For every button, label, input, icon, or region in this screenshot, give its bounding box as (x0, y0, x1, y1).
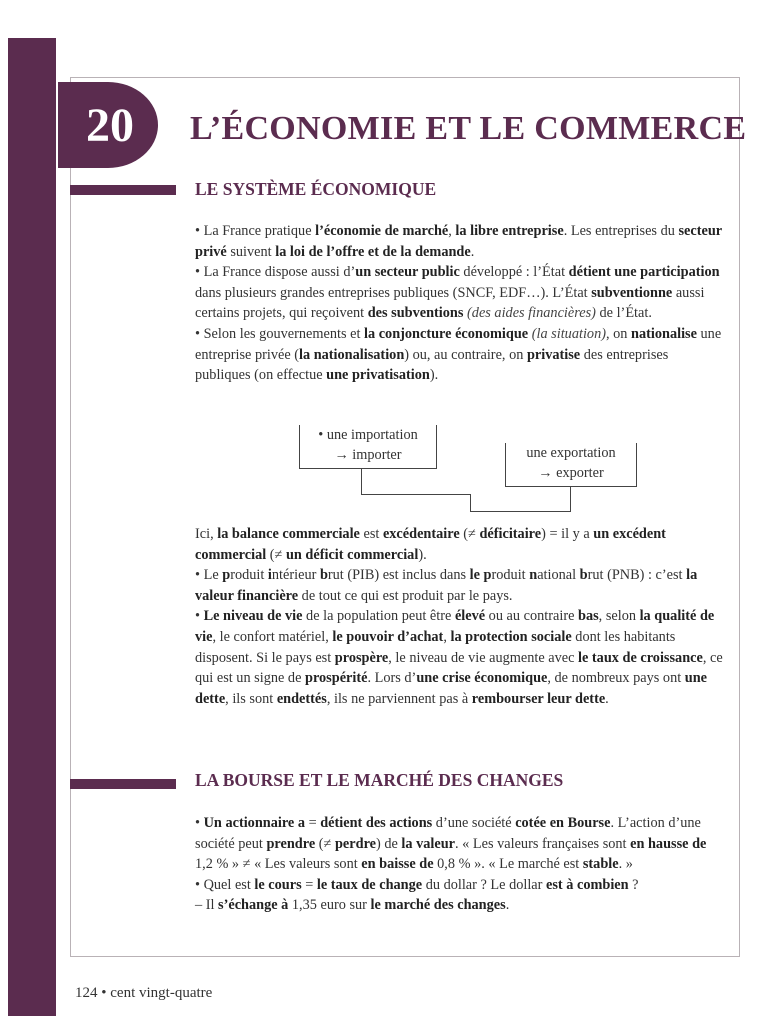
text-run: . (605, 690, 609, 707)
text-run: , de nombreux pays ont (547, 670, 685, 687)
text-run: • (195, 608, 204, 625)
bold-term: subventionne (591, 284, 673, 301)
text-run: du dollar ? Le dollar (422, 876, 546, 893)
italic-gloss: (la situation) (531, 325, 606, 342)
text-run: = (301, 876, 317, 893)
left-sidebar-band (8, 38, 56, 1016)
text-run: dans plusieurs grandes entreprises publiques (SNCF, EDF…). L’État (195, 284, 592, 301)
text-run: , ce qui est un signe de (195, 649, 723, 687)
text-run: 1,2 % » ≠ « Les valeurs sont (195, 856, 362, 873)
bold-term: la libre entreprise (455, 223, 564, 239)
bold-term: en hausse de (630, 835, 707, 852)
import-box (299, 425, 437, 469)
text-run: – Il (195, 897, 219, 914)
text-run: une entreprise privée ( (195, 325, 722, 363)
text-run: aussi certains projets, qui reçoivent (195, 284, 705, 322)
bold-term: i (267, 567, 272, 584)
bold-term: le p (469, 567, 492, 584)
bold-term: stable (582, 856, 619, 873)
text-run: ational (537, 567, 580, 584)
text-run: • La France pratique (195, 223, 316, 239)
bold-term: un secteur public (355, 264, 460, 281)
bold-term: la conjoncture économique (364, 325, 529, 342)
paragraph (195, 324, 725, 386)
paragraph (195, 875, 725, 896)
chapter-title: L’ÉCONOMIE ET LE COMMERCE (190, 110, 747, 147)
bold-term: une crise économique (416, 670, 548, 687)
paragraph (195, 221, 725, 262)
text-run: . (505, 897, 510, 914)
bold-term: nationalise (631, 325, 697, 342)
connector-line (570, 487, 571, 511)
bold-term: s’échange à (218, 897, 289, 914)
text-run: , (443, 628, 451, 645)
bold-term: la valeur financière (195, 567, 698, 604)
text-run: (≠ (315, 835, 335, 852)
text-run: de tout ce qui est produit par le pays. (298, 587, 513, 604)
import-label: • une importation (318, 427, 418, 443)
bold-term: est à combien (546, 876, 629, 893)
bold-term: b (319, 567, 328, 584)
bold-term: un excédent commercial (195, 526, 666, 563)
text-run: 1,35 euro sur (288, 897, 371, 914)
bold-term: perdre (334, 835, 376, 852)
text-run: . L’action d’une société peut (195, 815, 701, 852)
text-run: rut (PNB) : c’est (587, 567, 687, 584)
bold-term: bas (578, 608, 599, 625)
text-run: 0,8 % ». « Le marché est (433, 856, 583, 873)
connector-line (470, 494, 471, 512)
bold-term: cotée en Bourse (515, 815, 611, 831)
text-run: développé : l’État (459, 264, 569, 281)
bold-term: privatise (526, 346, 581, 363)
text-run: (≠ (459, 526, 480, 542)
text-run: , le niveau de vie augmente avec (388, 649, 579, 666)
text-run: ). (418, 546, 427, 563)
paragraph (195, 606, 725, 709)
bold-term: n (529, 567, 538, 584)
paragraph (195, 813, 725, 875)
bold-term: le cours (254, 876, 302, 893)
bold-term: élevé (454, 608, 486, 625)
bold-term: prospérité (305, 670, 368, 687)
text-run: des entreprises publiques (on effectue (195, 346, 669, 384)
bold-term: le taux de change (316, 876, 423, 893)
bold-term: prendre (266, 835, 316, 852)
bold-term: prospère (334, 649, 389, 666)
text-run: rut (PIB) est inclus dans (327, 567, 470, 584)
text-run: , selon (598, 608, 640, 625)
text-run: • Selon les gouvernements et (195, 325, 364, 342)
bold-term: le taux de croissance (578, 649, 703, 666)
bold-term: une dette (195, 670, 708, 707)
bold-term: rembourser leur dette (471, 690, 606, 707)
section1-text-top (195, 221, 725, 386)
text-run: est (359, 526, 383, 542)
text-run: roduit (491, 567, 530, 584)
chapter-number-badge: 20 (58, 82, 158, 168)
bold-term: un déficit commercial (285, 546, 419, 563)
text-run: ) = il y a (541, 526, 594, 542)
bold-term: la loi de l’offre et de la demande (275, 243, 471, 260)
bold-term: en baisse de (361, 856, 434, 873)
text-run: . » (618, 856, 633, 873)
text-run: , on (605, 325, 632, 342)
text-run: ? (628, 876, 639, 893)
section-title-stock-exchange: LA BOURSE ET LE MARCHÉ DES CHANGES (195, 770, 564, 790)
text-run: ). (429, 367, 439, 384)
paragraph (195, 895, 725, 916)
text-run: suivent (226, 243, 276, 260)
text-run: , (448, 223, 456, 239)
text-run: • (195, 815, 204, 831)
text-run: . Lors d’ (367, 670, 417, 687)
text-run: ntérieur (271, 567, 320, 584)
bold-term: la protection sociale (450, 628, 572, 645)
text-run: (≠ (266, 546, 286, 563)
section-title-economic-system: LE SYSTÈME ÉCONOMIQUE (195, 179, 437, 199)
export-box (505, 443, 637, 487)
text-run: de l’État. (595, 305, 652, 322)
text-run: • Le (195, 567, 223, 584)
bold-term: la balance commerciale (217, 526, 360, 542)
connector-line (361, 469, 362, 495)
connector-line (470, 511, 571, 512)
bold-term: excédentaire (382, 526, 460, 542)
bold-term: déficitaire (479, 526, 542, 542)
export-verb-label: → exporter (538, 465, 604, 481)
bold-term: endettés (276, 690, 327, 707)
text-run: . (470, 243, 475, 260)
text-run: de la population peut être (302, 608, 455, 625)
paragraph (195, 565, 725, 606)
text-run: , ils sont (225, 690, 277, 707)
text-run: . Les entreprises du (563, 223, 679, 239)
section2-text (195, 813, 725, 916)
paragraph (195, 524, 725, 565)
page-number-footer: 124 • cent vingt-quatre (75, 985, 213, 1001)
section1-text-bottom (195, 524, 725, 709)
text-run: , ils ne parviennent pas à (326, 690, 472, 707)
italic-gloss: (des aides financières) (467, 305, 596, 322)
text-run: dont les habitants disposent. Si le pays est (195, 628, 676, 666)
bold-term: secteur privé (195, 223, 722, 260)
bold-term: b (579, 567, 588, 584)
text-run: , le confort matériel, (212, 628, 333, 645)
text-run: ) ou, au contraire, on (404, 346, 527, 363)
bold-term: p (222, 567, 231, 584)
bold-term: l’économie de marché (315, 223, 449, 239)
bold-term: détient des actions (320, 815, 433, 831)
bold-term: le marché des changes (370, 897, 506, 914)
bold-term: la qualité de vie (195, 608, 715, 645)
text-run: • Quel est (195, 876, 255, 893)
bold-term: la valeur (401, 835, 456, 852)
paragraph (195, 262, 725, 324)
bold-term: la nationalisation (299, 346, 405, 363)
bold-term: Un actionnaire a (203, 815, 305, 831)
bold-term: des subventions (367, 305, 464, 322)
section-bar (70, 779, 176, 789)
text-run: ou au contraire (485, 608, 578, 625)
bold-term: Le niveau de vie (203, 608, 303, 625)
text-run: • La France dispose aussi d’ (195, 264, 356, 281)
text-run: ) de (376, 835, 402, 852)
connector-line (361, 494, 471, 495)
section-bar (70, 185, 176, 195)
import-verb-label: → importer (334, 447, 402, 463)
bold-term: détient une participation (568, 264, 720, 281)
text-run: = (305, 815, 321, 831)
export-label: une exportation (526, 445, 616, 461)
bold-term: le pouvoir d’achat (332, 628, 444, 645)
text-run: . « Les valeurs françaises sont (455, 835, 631, 852)
bold-term: une privatisation (326, 367, 430, 384)
text-run: roduit (230, 567, 268, 584)
text-run: Ici, (195, 526, 218, 542)
text-run: d’une société (432, 815, 516, 831)
